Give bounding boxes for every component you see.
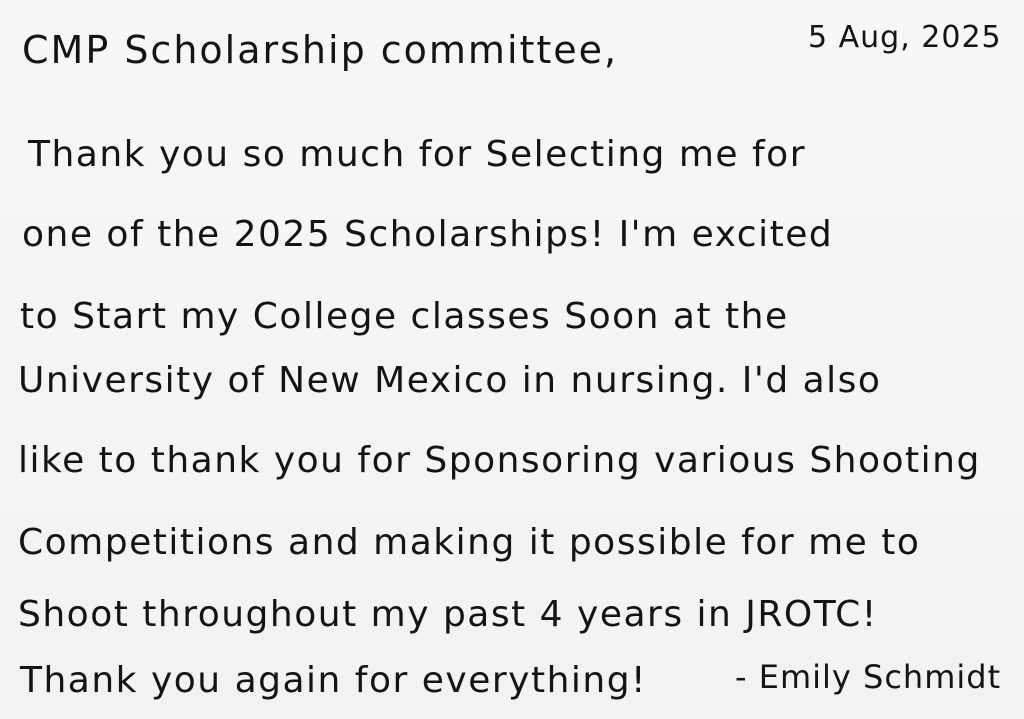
signature: - Emily Schmidt (735, 658, 1002, 696)
body-line-2: one of the 2025 Scholarships! I'm excited (22, 214, 834, 255)
body-line-1: Thank you so much for Selecting me for (28, 134, 807, 175)
body-line-3: to Start my College classes Soon at the (20, 296, 789, 337)
body-line-8: Thank you again for everything! (20, 660, 647, 701)
body-line-6: Competitions and making it possible for me to (18, 522, 921, 563)
date: 5 Aug, 2025 (808, 20, 1002, 55)
body-line-7: Shoot throughout my past 4 years in JROTC! (18, 594, 878, 635)
salutation: CMP Scholarship committee, (22, 28, 619, 72)
body-line-4: University of New Mexico in nursing. I'd also (18, 360, 882, 401)
body-line-5: like to thank you for Sponsoring various Shooting (18, 440, 981, 481)
